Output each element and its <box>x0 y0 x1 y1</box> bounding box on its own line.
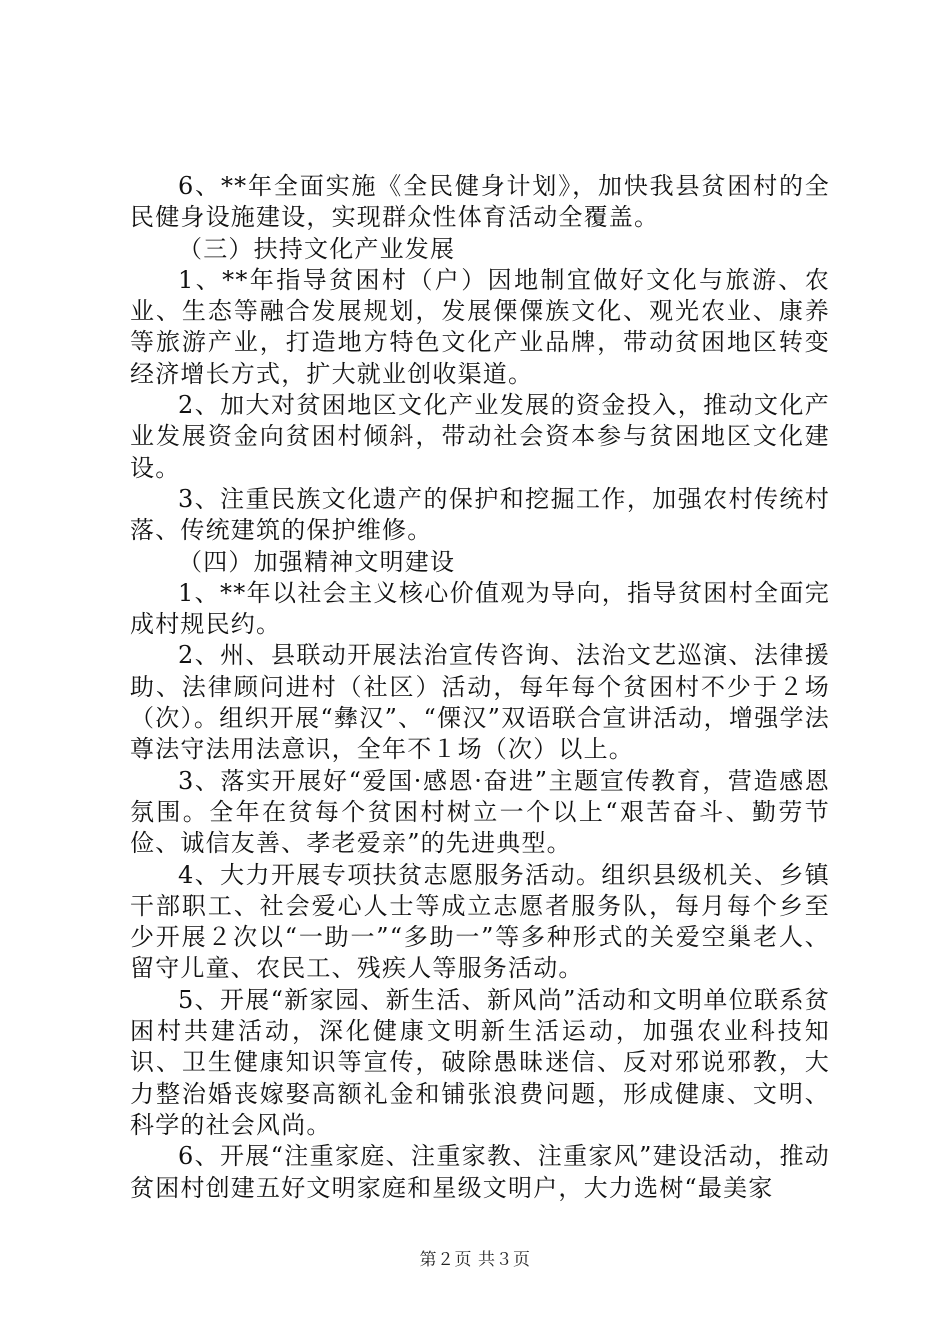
paragraph: 3、注重民族文化遗产的保护和挖掘工作，加强农村传统村落、传统建筑的保护维修。 <box>130 484 830 545</box>
document-body <box>130 171 830 1204</box>
paragraph: 6、**年全面实施《全民健身计划》，加快我县贫困村的全民健身设施建设，实现群众性体育活动全覆盖。 <box>130 172 830 232</box>
section-heading: （三）扶持文化产业发展 <box>178 234 456 263</box>
paragraph: 5、开展“新家园、新生活、新风尚”活动和文明单位联系贫困村共建活动，深化健康文明新生活运动，加强农业科技知识、卫生健康知识等宣传，破除愚昧迷信、反对邪说邪教，大力整治婚丧嫁娶高额礼金和铺张浪费问题，形成健康、文明、科学的社会风尚。 <box>130 985 830 1139</box>
page-number-footer: 第２页 共３页 <box>419 1250 531 1270</box>
paragraph: 2、州、县联动开展法治宣传咨询、法治文艺巡演、法律援助、法律顾问进村（社区）活动，每年每个贫困村不少于２场（次）。组织开展“彝汉”、“傈汉”双语联合宣讲活动，增强学法尊法守法用法意识，全年不１场（次）以上。 <box>130 641 830 764</box>
paragraph: 6、开展“注重家庭、注重家教、注重家风”建设活动，推动贫困村创建五好文明家庭和星级文明户，大力选树“最美家 <box>130 1142 830 1202</box>
paragraph: 2、加大对贫困地区文化产业发展的资金投入，推动文化产业发展资金向贫困村倾斜，带动社会资本参与贫困地区文化建设。 <box>130 391 830 482</box>
paragraph: 4、大力开展专项扶贫志愿服务活动。组织县级机关、乡镇干部职工、社会爱心人士等成立志愿者服务队，每月每个乡至少开展２次以“一助一”“多助一”等多种形式的关爱空巢老人、留守儿童、农民工、残疾人等服务活动。 <box>130 860 830 983</box>
paragraph: 3、落实开展好“爱国·感恩·奋进”主题宣传教育，营造感恩氛围。全年在贫每个贫困村树立一个以上“艰苦奋斗、勤劳节俭、诚信友善、孝老爱亲”的先进典型。 <box>130 766 830 858</box>
section-heading: （四）加强精神文明建设 <box>178 547 456 576</box>
paragraph: 1、**年指导贫困村（户）因地制宜做好文化与旅游、农业、生态等融合发展规划，发展傈僳族文化、观光农业、康养等旅游产业，打造地方特色文化产业品牌，带动贫困地区转变经济增长方式，扩大就业创收渠道。 <box>130 265 830 388</box>
paragraph: 1、**年以社会主义核心价值观为导向，指导贫困村全面完成村规民约。 <box>130 578 830 639</box>
